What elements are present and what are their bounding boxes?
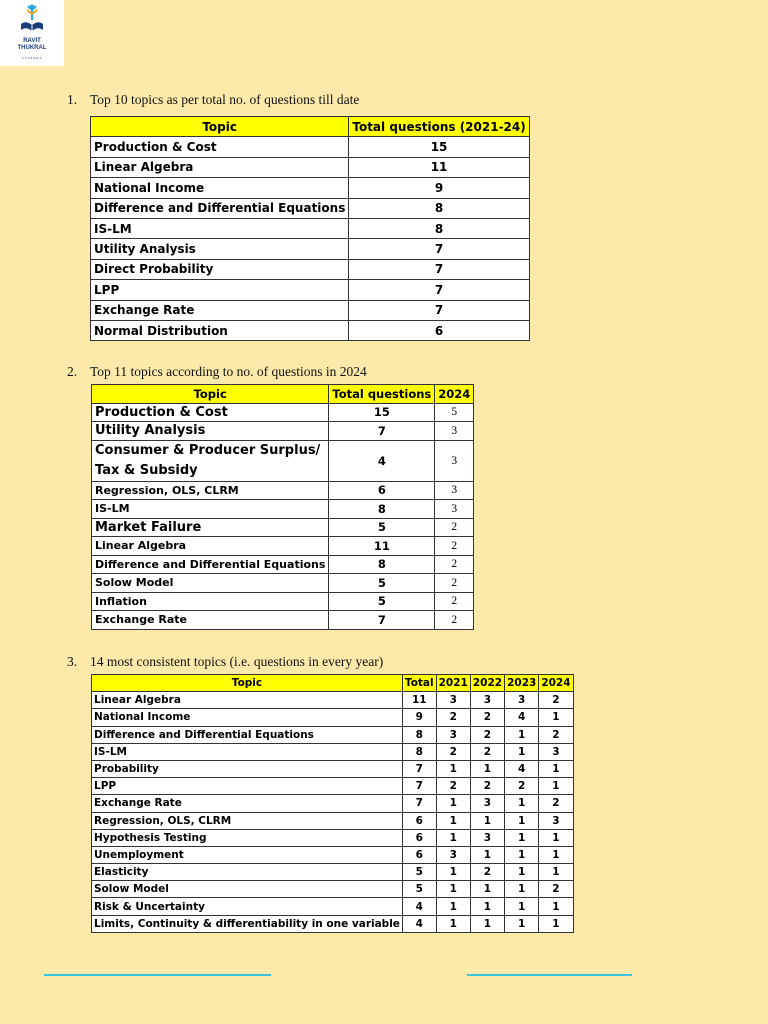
section1-title: Top 10 topics as per total no. of questions till date bbox=[90, 92, 360, 107]
value-cell: 7 bbox=[349, 239, 529, 259]
value-cell: 1 bbox=[539, 846, 573, 863]
value-cell: 8 bbox=[329, 555, 435, 574]
value-cell: 7 bbox=[349, 300, 529, 320]
table-row bbox=[92, 592, 474, 611]
table-row bbox=[91, 178, 530, 198]
table-row bbox=[92, 440, 474, 481]
value-cell: 1 bbox=[539, 915, 573, 932]
value-cell: 2 bbox=[435, 592, 474, 611]
value-cell: 1 bbox=[470, 898, 504, 915]
table-row bbox=[92, 692, 574, 709]
value-cell: 1 bbox=[505, 898, 539, 915]
topic-cell: Probability bbox=[92, 760, 403, 777]
value-cell: 3 bbox=[539, 743, 573, 760]
value-cell: 1 bbox=[505, 846, 539, 863]
value-cell: 7 bbox=[402, 795, 436, 812]
value-cell: 3 bbox=[470, 795, 504, 812]
value-cell: 2 bbox=[436, 743, 470, 760]
section1-number: 1. bbox=[67, 92, 78, 107]
value-cell: 1 bbox=[505, 743, 539, 760]
topic-cell: Regression, OLS, CLRM bbox=[92, 481, 329, 500]
value-cell: 2 bbox=[470, 778, 504, 795]
topic-cell: National Income bbox=[92, 709, 403, 726]
topic-cell: Elasticity bbox=[92, 864, 403, 881]
value-cell: 2 bbox=[470, 864, 504, 881]
table-row bbox=[92, 574, 474, 593]
footer-divider-right bbox=[467, 974, 632, 976]
table-row bbox=[92, 743, 574, 760]
value-cell: 3 bbox=[435, 440, 474, 481]
value-cell: 3 bbox=[436, 726, 470, 743]
table-row bbox=[92, 500, 474, 519]
topic-cell: Difference and Differential Equations bbox=[92, 555, 329, 574]
table-row bbox=[92, 812, 574, 829]
value-cell: 1 bbox=[436, 760, 470, 777]
section3-number: 3. bbox=[67, 654, 78, 669]
table-row bbox=[91, 239, 530, 259]
table-row bbox=[92, 481, 474, 500]
column-header: 2022 bbox=[470, 675, 504, 692]
topic-cell: Risk & Uncertainty bbox=[92, 898, 403, 915]
column-header: Topic bbox=[92, 385, 329, 404]
value-cell: 7 bbox=[329, 611, 435, 630]
value-cell: 15 bbox=[349, 137, 529, 157]
value-cell: 2 bbox=[436, 778, 470, 795]
table-row bbox=[92, 778, 574, 795]
value-cell: 2 bbox=[539, 692, 573, 709]
value-cell: 1 bbox=[539, 709, 573, 726]
logo-tagline: CLASSES bbox=[21, 56, 43, 60]
value-cell: 2 bbox=[505, 778, 539, 795]
value-cell: 1 bbox=[539, 778, 573, 795]
topic-cell: Regression, OLS, CLRM bbox=[92, 812, 403, 829]
column-header: Total bbox=[402, 675, 436, 692]
topic-cell: Production & Cost bbox=[92, 403, 329, 422]
section3-title: 14 most consistent topics (i.e. questions in every year) bbox=[90, 654, 384, 669]
table-row bbox=[91, 259, 530, 279]
value-cell: 6 bbox=[402, 812, 436, 829]
value-cell: 1 bbox=[436, 829, 470, 846]
value-cell: 8 bbox=[349, 198, 529, 218]
value-cell: 7 bbox=[402, 760, 436, 777]
value-cell: 15 bbox=[329, 403, 435, 422]
value-cell: 1 bbox=[505, 864, 539, 881]
value-cell: 2 bbox=[436, 709, 470, 726]
table-header-row bbox=[92, 385, 474, 404]
value-cell: 4 bbox=[329, 440, 435, 481]
value-cell: 6 bbox=[329, 481, 435, 500]
value-cell: 2 bbox=[435, 555, 474, 574]
value-cell: 1 bbox=[539, 760, 573, 777]
topic-cell: Difference and Differential Equations bbox=[92, 726, 403, 743]
table-row bbox=[91, 157, 530, 177]
value-cell: 5 bbox=[329, 518, 435, 537]
value-cell: 9 bbox=[402, 709, 436, 726]
value-cell: 3 bbox=[435, 481, 474, 500]
value-cell: 1 bbox=[470, 846, 504, 863]
table-row bbox=[92, 709, 574, 726]
section2-heading bbox=[67, 364, 367, 380]
value-cell: 4 bbox=[505, 709, 539, 726]
value-cell: 1 bbox=[436, 864, 470, 881]
value-cell: 2 bbox=[470, 726, 504, 743]
value-cell: 2 bbox=[539, 795, 573, 812]
value-cell: 2 bbox=[435, 518, 474, 537]
value-cell: 7 bbox=[349, 259, 529, 279]
topic-cell: Difference and Differential Equations bbox=[91, 198, 349, 218]
table-row bbox=[92, 795, 574, 812]
section2-number: 2. bbox=[67, 364, 78, 379]
value-cell: 4 bbox=[505, 760, 539, 777]
value-cell: 1 bbox=[539, 829, 573, 846]
topic-cell: Solow Model bbox=[92, 574, 329, 593]
value-cell: 1 bbox=[470, 760, 504, 777]
value-cell: 2 bbox=[435, 537, 474, 556]
value-cell: 1 bbox=[505, 726, 539, 743]
topic-cell: Utility Analysis bbox=[91, 239, 349, 259]
topic-cell: Inflation bbox=[92, 592, 329, 611]
value-cell: 8 bbox=[349, 218, 529, 238]
value-cell: 5 bbox=[329, 592, 435, 611]
table-row bbox=[92, 518, 474, 537]
column-header: 2024 bbox=[435, 385, 474, 404]
column-header: 2023 bbox=[505, 675, 539, 692]
table-row bbox=[92, 726, 574, 743]
value-cell: 1 bbox=[436, 898, 470, 915]
value-cell: 7 bbox=[402, 778, 436, 795]
table-row bbox=[91, 320, 530, 340]
topic-cell: IS-LM bbox=[92, 500, 329, 519]
value-cell: 8 bbox=[402, 743, 436, 760]
section3-heading bbox=[67, 654, 383, 670]
topic-cell: IS-LM bbox=[92, 743, 403, 760]
value-cell: 2 bbox=[539, 881, 573, 898]
value-cell: 11 bbox=[349, 157, 529, 177]
value-cell: 7 bbox=[349, 280, 529, 300]
topic-cell: Market Failure bbox=[92, 518, 329, 537]
value-cell: 4 bbox=[402, 915, 436, 932]
section2-title: Top 11 topics according to no. of questions in 2024 bbox=[90, 364, 367, 379]
value-cell: 1 bbox=[505, 881, 539, 898]
topic-cell: Solow Model bbox=[92, 881, 403, 898]
top10-topics-table bbox=[90, 116, 530, 341]
value-cell: 5 bbox=[435, 403, 474, 422]
topic-cell: Linear Algebra bbox=[91, 157, 349, 177]
value-cell: 3 bbox=[436, 692, 470, 709]
value-cell: 1 bbox=[539, 864, 573, 881]
value-cell: 2 bbox=[470, 709, 504, 726]
value-cell: 1 bbox=[539, 898, 573, 915]
value-cell: 3 bbox=[470, 829, 504, 846]
value-cell: 6 bbox=[402, 846, 436, 863]
table-row bbox=[91, 137, 530, 157]
logo-name-line2: THUKRAL bbox=[17, 45, 47, 51]
value-cell: 1 bbox=[470, 881, 504, 898]
value-cell: 1 bbox=[505, 915, 539, 932]
value-cell: 8 bbox=[329, 500, 435, 519]
table-row bbox=[92, 403, 474, 422]
topic-cell: Hypothesis Testing bbox=[92, 829, 403, 846]
column-header: Total questions bbox=[329, 385, 435, 404]
value-cell: 2 bbox=[470, 743, 504, 760]
value-cell: 1 bbox=[505, 812, 539, 829]
table-row bbox=[91, 280, 530, 300]
value-cell: 5 bbox=[402, 864, 436, 881]
table-row bbox=[92, 829, 574, 846]
value-cell: 5 bbox=[402, 881, 436, 898]
top11-2024-table bbox=[91, 384, 474, 630]
table-row bbox=[92, 864, 574, 881]
value-cell: 2 bbox=[435, 611, 474, 630]
logo-figure-icon bbox=[20, 4, 44, 36]
topic-cell: National Income bbox=[91, 178, 349, 198]
value-cell: 2 bbox=[539, 726, 573, 743]
topic-cell: IS-LM bbox=[91, 218, 349, 238]
table-row bbox=[92, 915, 574, 932]
table-row bbox=[92, 760, 574, 777]
value-cell: 2 bbox=[435, 574, 474, 593]
topic-cell: LPP bbox=[91, 280, 349, 300]
topic-cell: Exchange Rate bbox=[92, 795, 403, 812]
value-cell: 1 bbox=[436, 812, 470, 829]
footer-divider-left bbox=[44, 974, 271, 976]
topic-cell: Direct Probability bbox=[91, 259, 349, 279]
topic-cell: Normal Distribution bbox=[91, 320, 349, 340]
value-cell: 7 bbox=[329, 422, 435, 441]
table-row bbox=[92, 537, 474, 556]
column-header: 2024 bbox=[539, 675, 573, 692]
value-cell: 3 bbox=[436, 846, 470, 863]
value-cell: 11 bbox=[329, 537, 435, 556]
value-cell: 4 bbox=[402, 898, 436, 915]
column-header: Total questions (2021-24) bbox=[349, 117, 529, 137]
value-cell: 1 bbox=[436, 795, 470, 812]
logo bbox=[0, 0, 64, 66]
value-cell: 1 bbox=[470, 915, 504, 932]
topic-cell: Limits, Continuity & differentiability in one variable bbox=[92, 915, 403, 932]
value-cell: 3 bbox=[470, 692, 504, 709]
table-row bbox=[92, 611, 474, 630]
column-header: Topic bbox=[92, 675, 403, 692]
value-cell: 6 bbox=[402, 829, 436, 846]
table-row bbox=[91, 198, 530, 218]
table-row bbox=[91, 300, 530, 320]
topic-cell: Exchange Rate bbox=[92, 611, 329, 630]
value-cell: 5 bbox=[329, 574, 435, 593]
value-cell: 3 bbox=[435, 500, 474, 519]
table-row bbox=[91, 218, 530, 238]
value-cell: 3 bbox=[435, 422, 474, 441]
value-cell: 9 bbox=[349, 178, 529, 198]
table-header-row bbox=[92, 675, 574, 692]
topic-cell: Production & Cost bbox=[91, 137, 349, 157]
table-header-row bbox=[91, 117, 530, 137]
topic-cell: Consumer & Producer Surplus/ Tax & Subsidy bbox=[92, 440, 329, 481]
topic-cell: Unemployment bbox=[92, 846, 403, 863]
topic-cell: Exchange Rate bbox=[91, 300, 349, 320]
table-row bbox=[92, 881, 574, 898]
value-cell: 6 bbox=[349, 320, 529, 340]
value-cell: 11 bbox=[402, 692, 436, 709]
value-cell: 8 bbox=[402, 726, 436, 743]
topic-cell: Utility Analysis bbox=[92, 422, 329, 441]
value-cell: 3 bbox=[539, 812, 573, 829]
topic-cell: Linear Algebra bbox=[92, 692, 403, 709]
topic-cell: Linear Algebra bbox=[92, 537, 329, 556]
table-row bbox=[92, 555, 474, 574]
table-row bbox=[92, 898, 574, 915]
column-header: 2021 bbox=[436, 675, 470, 692]
topic-cell: LPP bbox=[92, 778, 403, 795]
value-cell: 1 bbox=[436, 881, 470, 898]
value-cell: 1 bbox=[470, 812, 504, 829]
column-header: Topic bbox=[91, 117, 349, 137]
value-cell: 1 bbox=[436, 915, 470, 932]
table-row bbox=[92, 846, 574, 863]
table-row bbox=[92, 422, 474, 441]
section1-heading bbox=[67, 92, 359, 108]
value-cell: 1 bbox=[505, 795, 539, 812]
value-cell: 3 bbox=[505, 692, 539, 709]
logo-name-line1: RAVIT bbox=[23, 38, 41, 44]
value-cell: 1 bbox=[505, 829, 539, 846]
consistent-topics-table bbox=[91, 674, 574, 933]
